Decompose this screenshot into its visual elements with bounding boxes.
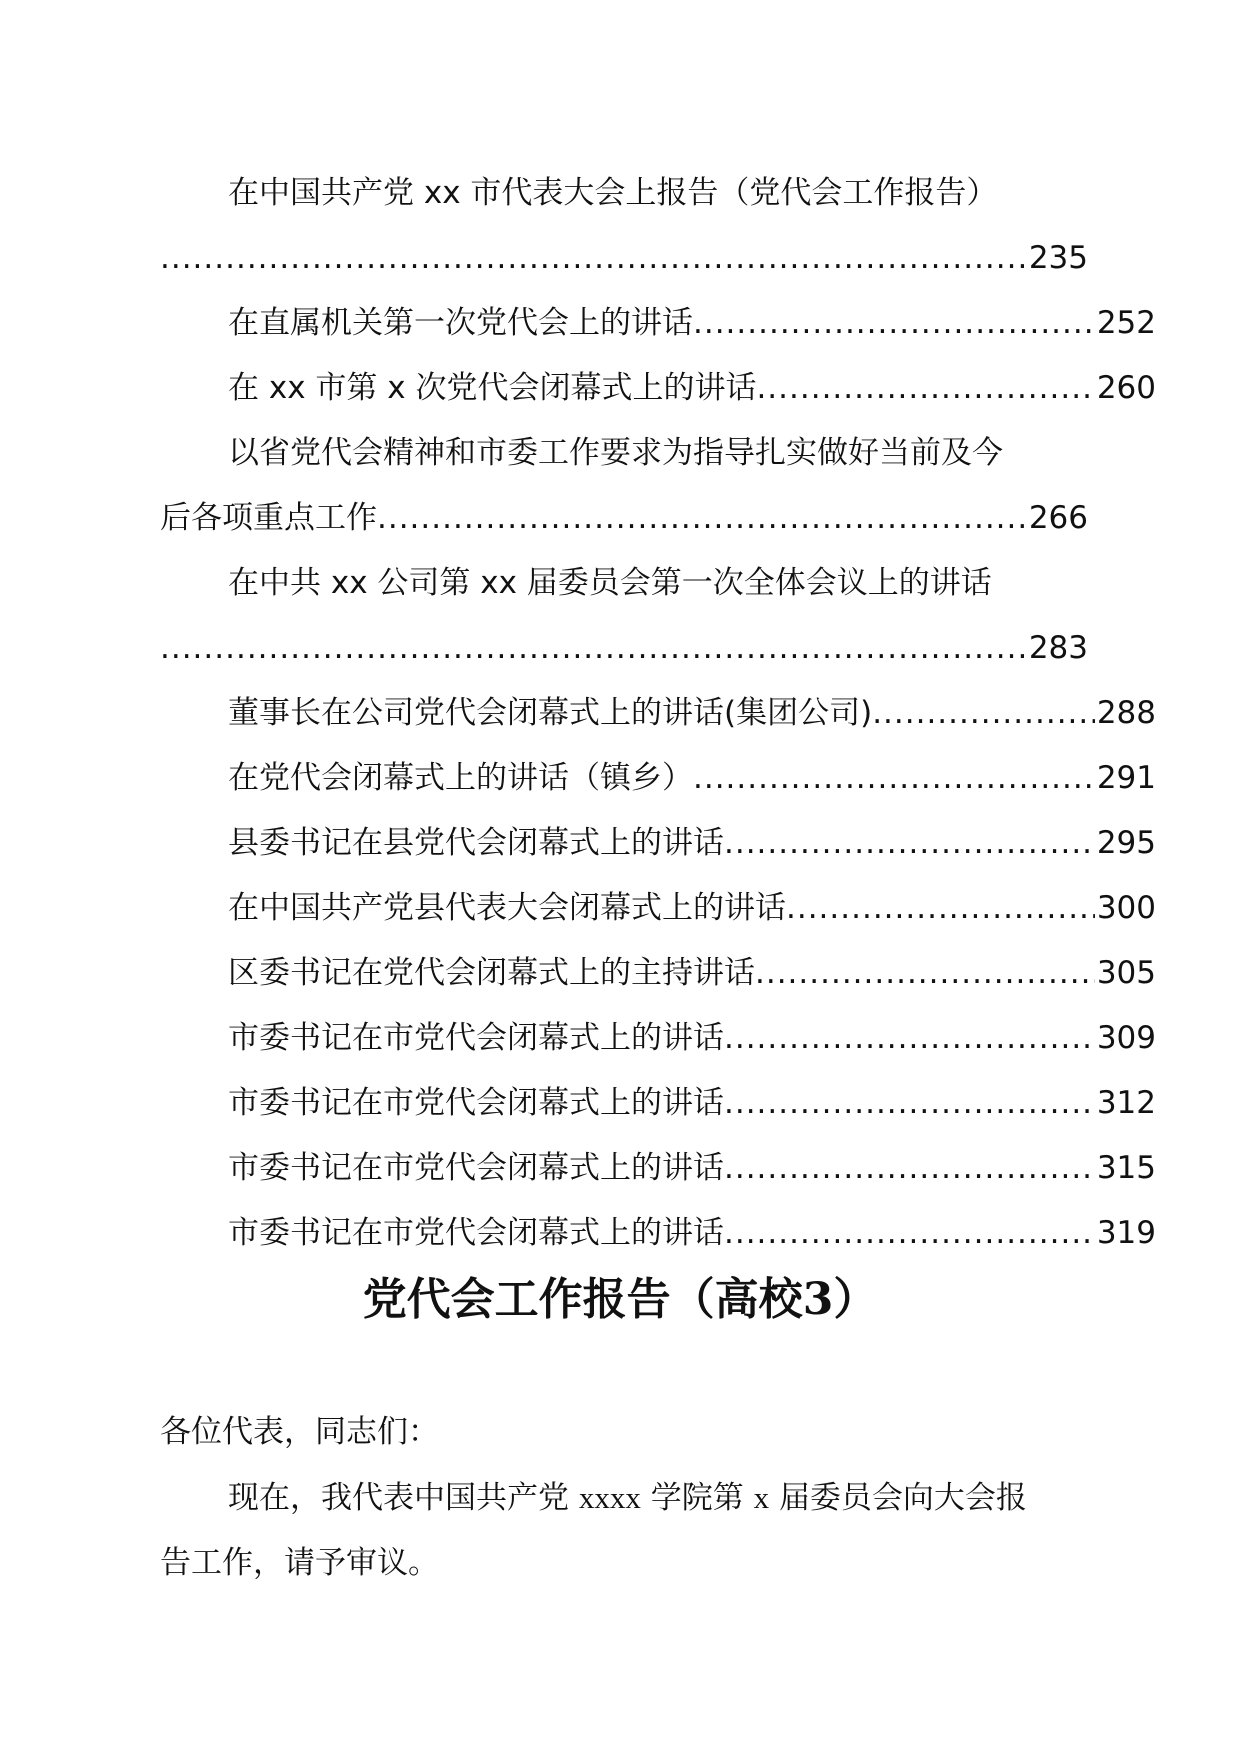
toc-entry-text: 在 xx 市第 x 次党代会闭幕式上的讲话 bbox=[228, 370, 757, 406]
toc-page-number: 312 bbox=[1096, 1085, 1156, 1121]
report-title-text: 党代会工作报告（高校 bbox=[362, 1274, 803, 1325]
toc-entry-text: 市委书记在市党代会闭幕式上的讲话 bbox=[228, 1085, 724, 1121]
toc-entry-text: 市委书记在市党代会闭幕式上的讲话 bbox=[228, 1150, 724, 1186]
toc-entry-line[interactable] bbox=[160, 432, 1020, 497]
toc-page-number: 291 bbox=[1096, 760, 1156, 796]
toc-entry[interactable] bbox=[160, 692, 1156, 757]
salutation: 各位代表，同志们： bbox=[160, 1414, 439, 1450]
toc-leader-dots bbox=[160, 627, 1027, 669]
toc-page-number: 300 bbox=[1096, 890, 1156, 926]
toc-page-number: 252 bbox=[1096, 305, 1156, 341]
toc-entry-line[interactable] bbox=[160, 497, 1088, 562]
toc-entry-text: 市委书记在市党代会闭幕式上的讲话 bbox=[228, 1020, 724, 1056]
toc-entry[interactable] bbox=[160, 757, 1156, 822]
opening-text-x: x bbox=[753, 1480, 770, 1515]
toc-leader-dots bbox=[693, 757, 1095, 799]
toc-page-number: 309 bbox=[1096, 1020, 1156, 1056]
toc-leader-dots bbox=[786, 887, 1095, 929]
toc-entry-text: 在中国共产党 xx 市代表大会上报告（党代会工作报告） bbox=[228, 175, 998, 211]
toc-leader-dots bbox=[724, 1082, 1095, 1124]
toc-page-number: 260 bbox=[1096, 370, 1156, 406]
toc-entry[interactable] bbox=[160, 1082, 1156, 1147]
toc-entry[interactable] bbox=[160, 822, 1156, 887]
toc-leader-dots bbox=[160, 237, 1027, 279]
toc-entry[interactable] bbox=[160, 1147, 1156, 1212]
toc-entry-text: 在中共 xx 公司第 xx 届委员会第一次全体会议上的讲话 bbox=[228, 565, 992, 601]
opening-paragraph-continued: 告工作，请予审议。 bbox=[160, 1545, 439, 1581]
toc-entry-text: 区委书记在党代会闭幕式上的主持讲话 bbox=[228, 955, 755, 991]
toc-entry-line[interactable] bbox=[160, 237, 1088, 302]
toc-entry-text: 县委书记在县党代会闭幕式上的讲话 bbox=[228, 825, 724, 861]
toc-entry[interactable] bbox=[160, 1212, 1156, 1277]
toc-leader-dots bbox=[724, 1212, 1095, 1254]
report-body bbox=[160, 1400, 1100, 1596]
toc-entry[interactable] bbox=[160, 1017, 1156, 1082]
toc-entry-text: 在中国共产党县代表大会闭幕式上的讲话 bbox=[228, 890, 786, 926]
opening-text-a: 现在，我代表中国共产党 bbox=[228, 1480, 569, 1516]
report-title-close: ） bbox=[833, 1274, 878, 1325]
toc-leader-dots bbox=[724, 822, 1095, 864]
toc-page-number: 283 bbox=[1028, 630, 1088, 666]
toc-page-number: 266 bbox=[1028, 500, 1088, 536]
toc-page-number: 235 bbox=[1028, 240, 1088, 276]
toc-entry[interactable] bbox=[160, 367, 1156, 432]
toc-page-number: 319 bbox=[1096, 1215, 1156, 1251]
opening-text-c: 届委员会向大会报 bbox=[778, 1480, 1027, 1516]
toc-entry-text: 在党代会闭幕式上的讲话（镇乡） bbox=[228, 760, 693, 796]
toc-entry-text: 后各项重点工作 bbox=[160, 500, 377, 536]
toc-leader-dots bbox=[377, 497, 1027, 539]
report-title bbox=[0, 1270, 1240, 1330]
opening-text-xxxx: xxxx bbox=[578, 1480, 641, 1515]
toc-entry-text: 董事长在公司党代会闭幕式上的讲话(集团公司) bbox=[228, 695, 873, 731]
toc-entry-line[interactable] bbox=[160, 627, 1088, 692]
toc-leader-dots bbox=[872, 692, 1095, 734]
toc-entry-text: 在直属机关第一次党代会上的讲话 bbox=[228, 305, 693, 341]
toc-leader-dots bbox=[755, 952, 1095, 994]
toc-leader-dots bbox=[693, 302, 1095, 344]
opening-text-b: 学院第 bbox=[650, 1480, 744, 1516]
toc-entry[interactable] bbox=[160, 302, 1156, 367]
toc-leader-dots bbox=[756, 367, 1094, 409]
toc-entry[interactable] bbox=[160, 887, 1156, 952]
toc-entry-text: 市委书记在市党代会闭幕式上的讲话 bbox=[228, 1215, 724, 1251]
toc-leader-dots bbox=[724, 1017, 1095, 1059]
opening-paragraph bbox=[160, 1465, 1100, 1531]
toc-page-number: 315 bbox=[1096, 1150, 1156, 1186]
table-of-contents bbox=[160, 172, 1156, 1277]
toc-entry-text: 以省党代会精神和市委工作要求为指导扎实做好当前及今 bbox=[228, 435, 1003, 471]
toc-page-number: 305 bbox=[1096, 955, 1156, 991]
toc-entry-line[interactable] bbox=[160, 562, 1020, 627]
report-title-number: 3 bbox=[802, 1274, 834, 1325]
toc-entry-line[interactable] bbox=[160, 172, 1020, 237]
toc-leader-dots bbox=[724, 1147, 1095, 1189]
toc-page-number: 288 bbox=[1096, 695, 1156, 731]
toc-page-number: 295 bbox=[1096, 825, 1156, 861]
toc-entry[interactable] bbox=[160, 952, 1156, 1017]
